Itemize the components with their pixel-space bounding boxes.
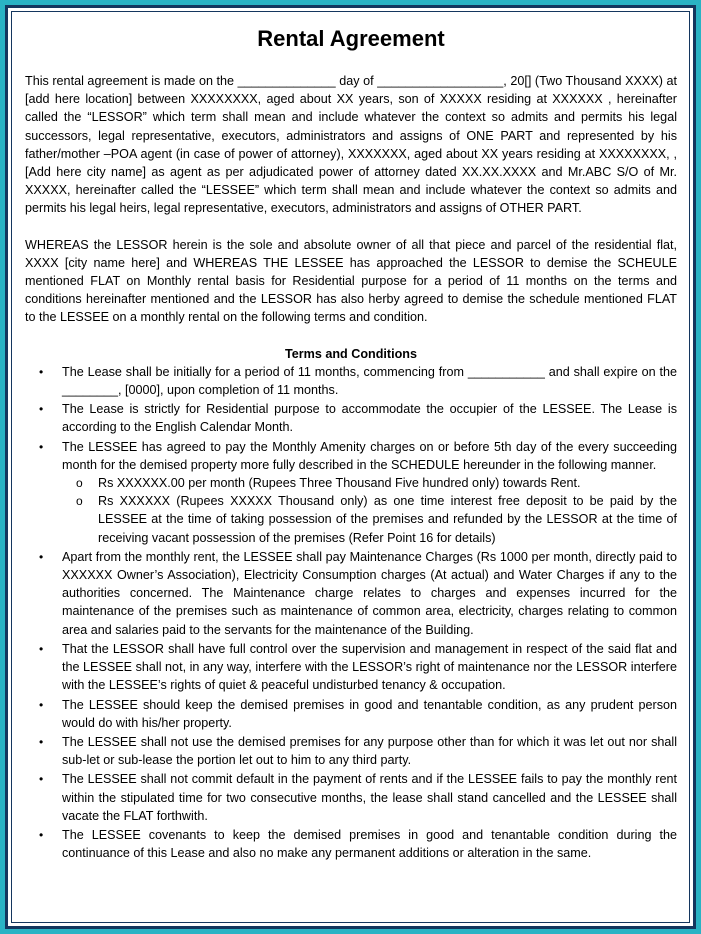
term-text: That the LESSOR shall have full control over the supervision and management in respect of the said flat and the LESSEE shall not, in any way, interfere with the LESSOR’s right of maintenance nor the LESSOR interfere with the LESSEE’s rights of quiet & peaceful undisturbed tenancy & occupation. (62, 641, 677, 693)
whereas-paragraph: WHEREAS the LESSOR herein is the sole and absolute owner of all that piece and parcel of the residential flat, XXXX [city name here] and WHEREAS THE LESSEE has approached the LESSOR to demise the SCHEULE mentioned FLAT on Monthly rental basis for Residential purpose for a period of 11 months on the terms and conditions hereinafter mentioned and the LESSOR has also herby agreed to demise the schedule mentioned FLAT to the LESSEE on a monthly rental on the following terms and condition. (25, 237, 677, 325)
term-text: The Lease shall be initially for a period of 11 months, commencing from ___________ and shall expire on the ________, [0000], upon completion of 11 months. (62, 364, 677, 398)
circle-bullet-icon: o (76, 494, 83, 509)
term-text: The LESSEE covenants to keep the demised premises in good and tenantable condition during the continuance of this Lease and also no make any permanent additions or alteration in the same. (62, 827, 677, 861)
sub-term-text: Rs XXXXXX.00 per month (Rupees Three Thousand Five hundred only) towards Rent. (98, 476, 581, 491)
term-text: The LESSEE shall not commit default in the payment of rents and if the LESSEE fails to pay the monthly rent within the stipulated time for two consecutive months, the lease shall stand cancelled and the LESSEE shall vacate the FLAT forthwith. (62, 772, 677, 823)
document-page (25, 25, 677, 863)
sub-term-item (62, 474, 677, 492)
circle-bullet-icon: o (76, 476, 83, 491)
bullet-icon: • (39, 772, 44, 787)
term-item (25, 548, 677, 639)
page-frame (5, 5, 696, 929)
bullet-icon: • (39, 697, 44, 712)
term-item (25, 363, 677, 399)
document-title: Rental Agreement (257, 26, 445, 51)
terms-heading: Terms and Conditions (284, 346, 417, 361)
term-text: The LESSEE shall not use the demised premises for any purpose other than for which it was let out nor shall sub-let or sub-lease the portion let out to him to any third party. (62, 734, 677, 768)
sub-term-item (62, 492, 677, 547)
bullet-icon: • (39, 439, 44, 454)
bullet-icon: • (39, 827, 44, 842)
term-item (25, 770, 677, 825)
term-text: Apart from the monthly rent, the LESSEE shall pay Maintenance Charges (Rs 1000 per month, directly paid to XXXXXX Owner’s Association), Electricity Consumption charges (At actual) and Water Charges if any to the authorities concerned. The Maintenance charge relates to charges and expenses incurred for the maintenance of the premises such as maintenance of common area, electricity, charges relating to common area and salaries paid to the servants for the maintenance of the Building. (62, 549, 677, 637)
bullet-icon: • (39, 734, 44, 749)
term-item (25, 438, 677, 547)
bullet-icon: • (39, 402, 44, 417)
term-text: The LESSEE should keep the demised premises in good and tenantable condition, as any prudent person would do with his/her property. (62, 697, 677, 730)
bullet-icon: • (39, 641, 44, 656)
sub-term-text: Rs XXXXXX (Rupees XXXXX Thousand only) as one time interest free deposit to be paid by the LESSEE at the time of taking possession of the premises and refunded by the LESSOR at the time of receiving vacant possession of the premises (Refer Point 16 for details) (98, 494, 677, 545)
bullet-icon: • (39, 364, 44, 379)
term-item (25, 826, 677, 862)
term-item (25, 733, 677, 769)
term-text: The Lease is strictly for Residential purpose to accommodate the occupier of the LESSEE. The Lease is according to the English Calendar Month. (62, 402, 677, 435)
term-item (25, 640, 677, 695)
intro-paragraph: This rental agreement is made on the ______________ day of __________________, 20[] (Two Thousand XXXX) at [add here location] between XXXXXXXX, aged about XX years, son of XXXXX residing at XXXXXX , hereinafter called the “LESSOR” which term shall mean and include whatever the context so admits and permits his legal successors, legal representative, executors, administrators and assigns of ONE PART and represented by his father/mother –POA agent (in case of power of attorney), XXXXXXX, aged about XX years residing at XXXXXXXX, , [Add here city name] as agent as per adjudicated power of attorney dated XX.XX.XXXX and Mr.ABC S/O of Mr. XXXXX, hereinafter called the “LESSEE” which term shall mean and include whatever the context so admits and permits his legal heirs, legal representative, executors, administrators and assigns of OTHER PART. (25, 74, 677, 216)
term-item (25, 696, 677, 732)
bullet-icon: • (39, 549, 44, 564)
term-text: The LESSEE has agreed to pay the Monthly Amenity charges on or before 5th day of the every succeeding month for the demised property more fully described in the SCHEDULE hereunder in the following manner. (62, 439, 677, 472)
term-item (25, 400, 677, 436)
sub-terms-list (62, 474, 677, 547)
terms-list (25, 363, 677, 862)
